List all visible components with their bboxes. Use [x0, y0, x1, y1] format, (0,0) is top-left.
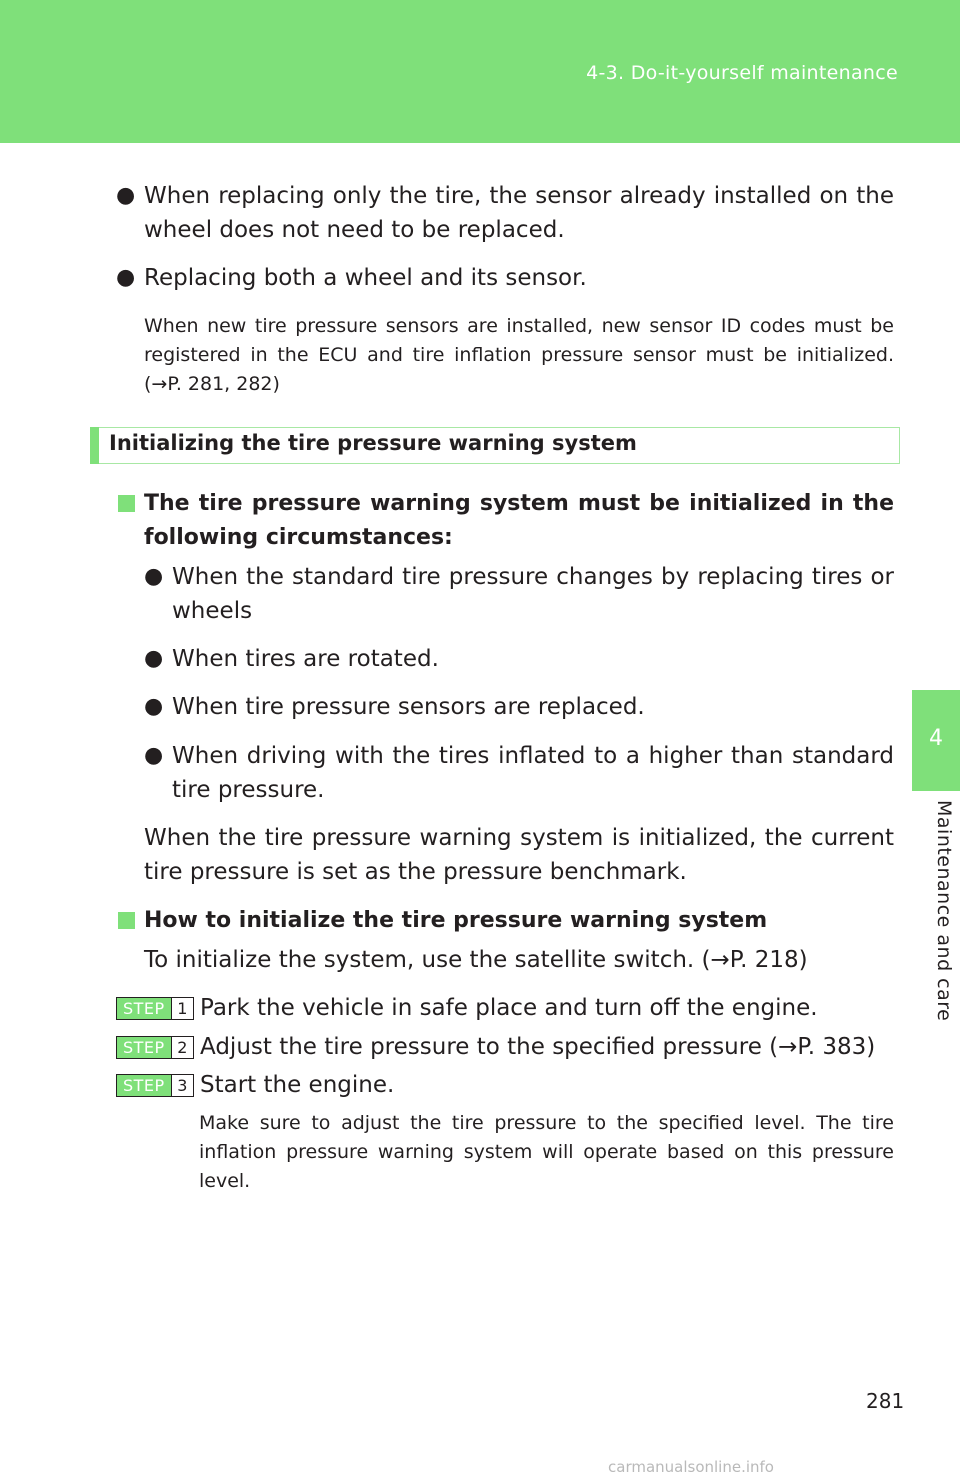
chapter-tab-label: Maintenance and care	[933, 800, 955, 1022]
circumstance-bullet-1	[144, 560, 894, 628]
benchmark-paragraph: When the tire pressure warning system is initialized, the current tire pressure is set as the pressure benchmark.	[144, 825, 894, 885]
circumstance-bullet-2	[144, 642, 894, 676]
square-bullet-icon	[118, 495, 135, 512]
step-1-badge	[116, 997, 194, 1020]
square-bullet-icon	[118, 912, 135, 929]
bullet-text: When driving with the tires inflated to a higher than standard tire pressure.	[172, 743, 894, 803]
bullet-icon: ●	[144, 564, 164, 589]
intro-bullet-1	[116, 179, 894, 247]
watermark: carmanualsonline.info	[608, 1458, 774, 1476]
subsection-2-intro: To initialize the system, use the satellite switch. (→P. 218)	[144, 947, 808, 973]
header-section-title: 4-3. Do-it-yourself maintenance	[586, 62, 898, 84]
chapter-tab-number: 4	[929, 726, 943, 751]
step-2-badge	[116, 1036, 194, 1059]
step-label: STEP	[122, 1076, 165, 1095]
step-number: 1	[171, 998, 193, 1019]
intro-bullet-2	[116, 261, 894, 295]
step-3-badge	[116, 1074, 194, 1097]
bullet-icon: ●	[116, 183, 136, 208]
page-header	[0, 0, 960, 143]
bullet-icon: ●	[144, 694, 164, 719]
page-number: 281	[866, 1389, 905, 1413]
step-3-text: Start the engine.	[200, 1072, 395, 1098]
bullet-icon: ●	[116, 265, 136, 290]
circumstance-bullet-3	[144, 690, 894, 724]
section-header-accent	[90, 427, 99, 464]
bullet-text: When replacing only the tire, the sensor already installed on the wheel does not need to be replaced.	[144, 183, 894, 243]
step-label: STEP	[122, 1038, 165, 1057]
step-number: 3	[171, 1075, 193, 1096]
intro-note: When new tire pressure sensors are installed, new sensor ID codes must be registered in the ECU and tire inflation pressure sensor must be initialized. (→P. 281, 282)	[144, 315, 894, 395]
step-1-text: Park the vehicle in safe place and turn off the engine.	[200, 995, 818, 1021]
subsection-2-heading: How to initialize the tire pressure warning system	[144, 908, 768, 933]
section-title: Initializing the tire pressure warning system	[109, 431, 637, 455]
subsection-1-heading: The tire pressure warning system must be initialized in the following circumstances:	[144, 491, 894, 550]
bullet-icon: ●	[144, 646, 164, 671]
step-label: STEP	[122, 999, 165, 1018]
bullet-text: Replacing both a wheel and its sensor.	[144, 265, 587, 291]
step-3-note: Make sure to adjust the tire pressure to the specified level. The tire inflation pressure warning system will operate based on this pressure level.	[199, 1112, 894, 1192]
circumstance-bullet-4	[144, 739, 894, 807]
bullet-icon: ●	[144, 743, 164, 768]
header-divider	[0, 143, 960, 145]
step-number: 2	[171, 1037, 193, 1058]
bullet-text: When tire pressure sensors are replaced.	[172, 694, 645, 720]
bullet-text: When tires are rotated.	[172, 646, 439, 672]
bullet-text: When the standard tire pressure changes by replacing tires or wheels	[172, 564, 894, 624]
step-2-text: Adjust the tire pressure to the specified pressure (→P. 383)	[200, 1034, 876, 1060]
